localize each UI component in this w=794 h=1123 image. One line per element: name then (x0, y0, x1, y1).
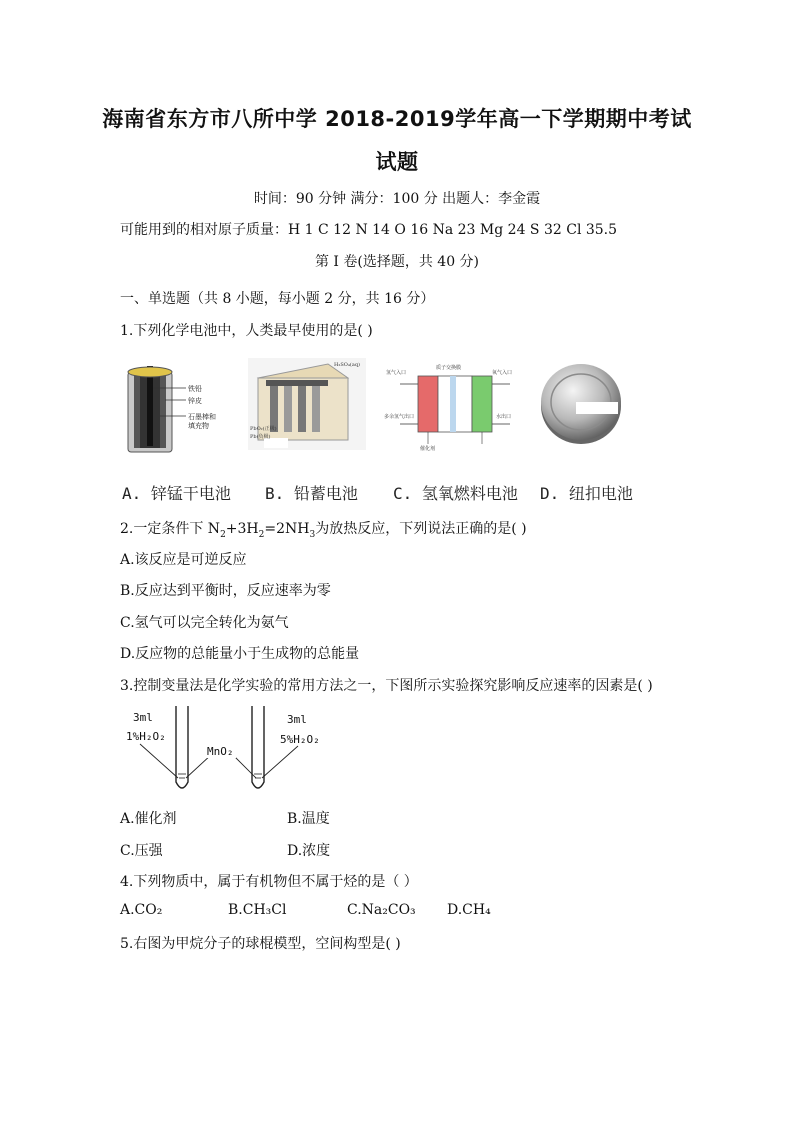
section-heading: 一、单选题（共 8 小题，每小题 2 分，共 16 分） (120, 291, 435, 307)
button-cell-figure (536, 358, 626, 448)
exam-info: 时间：90 分钟 满分：100 分 出题人：李金霞 (253, 191, 541, 207)
question-2-stem-prefix: 2.一定条件下 N (120, 521, 221, 537)
lead-acid-label-2: PbO₂(正极) (250, 426, 277, 432)
fuel-cell-label-5: 水出口 (496, 414, 512, 420)
question-2-option-b: B.反应达到平衡时，反应速率为零 (120, 583, 331, 599)
lead-acid-label-1: H₂SO₄(aq) (334, 362, 360, 368)
atomic-mass-line: 可能用到的相对原子质量：H 1 C 12 N 14 O 16 Na 23 Mg 24 S 32 Cl 35.5 (120, 222, 618, 238)
dry-cell-figure (120, 360, 225, 460)
page-title-continued: 试题 (375, 150, 419, 174)
fuel-cell-label-2: 氢气入口 (386, 370, 407, 376)
volume-heading: 第 I 卷(选择题，共 40 分) (314, 254, 480, 270)
question-4-option-d: D.CH₄ (447, 902, 491, 918)
fuel-cell-figure (384, 360, 520, 452)
dry-cell-label-4: 填充物 (188, 422, 209, 430)
fuel-cell-label-4: 多余氢气出口 (384, 414, 415, 420)
question-1-option-a: A. 锌锰干电池 (122, 484, 231, 503)
question-2-option-c: C.氢气可以完全转化为氨气 (120, 615, 289, 631)
question-1-option-b: B. 铅蓄电池 (265, 484, 358, 503)
question-4-stem: 4.下列物质中，属于有机物但不属于烃的是（ ） (120, 874, 418, 890)
question-2-stem: 2.一定条件下 $N_2+3H_2=2NH_3$为放热反应，下列说法正确的是( ) (120, 521, 527, 540)
page-title: 海南省东方市八所中学 2018-2019学年高一下学期期中考试 (102, 107, 692, 131)
dry-cell-label-3: 石墨棒和 (188, 413, 216, 421)
left-tube-concentration: 1%H₂O₂ (126, 730, 166, 743)
catalyst-label: MnO₂ (207, 745, 234, 758)
fuel-cell-label-3: 氧气入口 (492, 370, 513, 376)
question-2-stem-suffix: 为放热反应，下列说法正确的是( ) (315, 521, 527, 537)
question-3-option-b: B.温度 (287, 811, 330, 827)
dry-cell-label-2: 锌皮 (188, 397, 202, 405)
fuel-cell-label-6: 催化剂 (420, 446, 436, 452)
question-4-option-a: A.CO₂ (120, 902, 163, 918)
fuel-cell-label-1: 质子交换膜 (436, 365, 462, 371)
question-1-option-c: C. 氢氧燃料电池 (393, 484, 518, 503)
question-1-stem: 1.下列化学电池中，人类最早使用的是( ) (120, 323, 373, 339)
dry-cell-label-1: 铁铅 (188, 385, 202, 393)
question-1-option-d: D. 纽扣电池 (540, 484, 633, 503)
question-4-option-b: B.CH₃Cl (228, 902, 287, 918)
question-5-stem: 5.右图为甲烷分子的球棍模型，空间构型是( ) (120, 936, 401, 952)
question-3-option-d: D.浓度 (287, 843, 331, 859)
question-2-option-a: A.该反应是可逆反应 (120, 552, 247, 568)
right-tube-volume: 3ml (287, 713, 307, 726)
lead-acid-label-3: Pb(负极) (250, 434, 271, 440)
left-tube-volume: 3ml (133, 711, 153, 724)
lead-acid-battery-figure (248, 358, 366, 450)
question-3-option-a: A.催化剂 (120, 811, 177, 827)
question-4-option-c: C.Na₂CO₃ (347, 902, 416, 918)
question-3-stem: 3.控制变量法是化学实验的常用方法之一，下图所示实验探究影响反应速率的因素是( ) (120, 678, 653, 694)
question-3-option-c: C.压强 (120, 843, 163, 859)
question-2-option-d: D.反应物的总能量小于生成物的总能量 (120, 646, 360, 662)
right-tube-concentration: 5%H₂O₂ (280, 733, 320, 746)
